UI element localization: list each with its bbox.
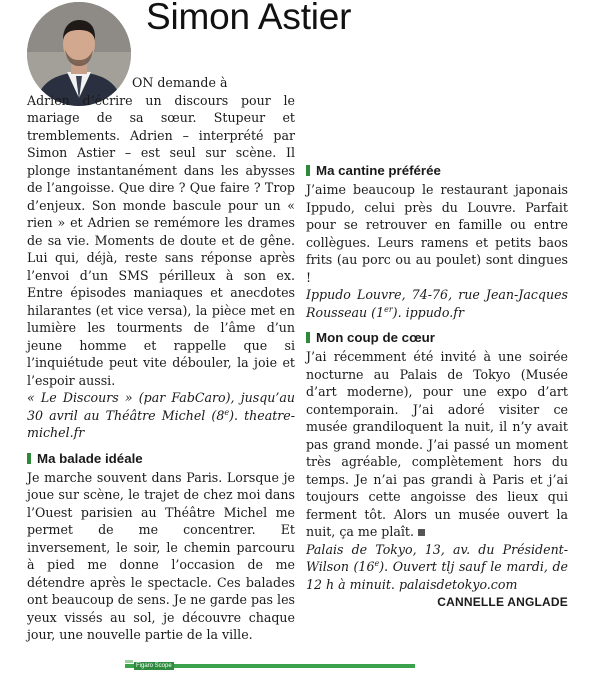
coup-de-coeur-info-sup: e [374, 558, 380, 568]
section-body-cantine: J’aime beaucoup le restaurant japonais Ippudo, celui près du Louvre. Parfait pour se retrouver en famille ou entre collègues. Leurs ramens et petits baos frits (au porc ou au poulet) sont dingues ! [306, 182, 568, 285]
cantine-info-link: ). ippudo.fr [392, 304, 464, 320]
cantine-info [306, 286, 568, 321]
coup-de-coeur-info-link: ). Ouvert tlj sauf le mardi, de 12 h à minuit. palaisdetokyo.com [306, 559, 568, 592]
cantine-info-sup: er [384, 304, 393, 314]
coup-de-coeur-info-text: Palais de Tokyo, 13, av. du Président-Wilson (16 [306, 541, 568, 574]
green-square-bullet-icon [306, 332, 310, 343]
section-heading-balade [27, 450, 295, 468]
author-signature: CANNELLE ANGLADE [437, 595, 568, 609]
section-heading-cantine [306, 162, 568, 180]
show-info-sup: e [224, 407, 230, 417]
footer-tag: Figaro Scope [136, 663, 172, 669]
column-left [27, 74, 295, 644]
green-square-bullet-icon [27, 453, 31, 464]
coup-de-coeur-text: J’ai récemment été invité à une soirée nocturne au Palais de Tokyo (Musée d’art moderne), pour une expo d’art contemporain. J’ai adoré visiter ce musée grandiloquent la nuit, il n’y avait pas grand monde. J’ai passé un moment très agréable, complètement hors du temps. Je n’ai pas grandi à Paris et j’ai toujours cette angoisse des lieux qui ferment tôt. Alors un musée ouvert la nuit, ça me plaît. [306, 349, 568, 539]
section-body-coup-de-coeur [306, 348, 568, 541]
section-heading-coup-de-coeur [306, 329, 568, 347]
green-square-bullet-icon [306, 165, 310, 176]
intro-paragraph: Adrien d’écrire un discours pour le mariage de sa sœur. Stupeur et tremblements. Adrien – interprété par Simon Astier – est seul sur scène. Il plonge instantanément dans les abysses de l’angoisse. Que dire ? Que faire ? Trop d’enjeux. Son monde bascule pour un « rien » et Adrien se remémore les drames de sa vie. Moments de doute et de gêne. Lui qui, déjà, reste sans réponse après l’envoi d’un SMS périlleux à son ex. Entre épisodes maniaques et anecdotes hilarantes (et vice versa), la pièce met en lumière les tourments de l’âme d’un jeune homme et rappelle que si l’inquiétude peut vite débouler, la joie et l’espoir aussi. [27, 92, 295, 388]
cantine-info-text: Ippudo Louvre, 74-76, rue Jean-Jacques Rousseau (1 [306, 287, 568, 320]
page-title: Simon Astier [146, 0, 352, 37]
section-body-balade: Je marche souvent dans Paris. Lorsque je joue sur scène, le trajet de chez moi dans l’Ouest parisien au Théâtre Michel me permet de me concentrer. Et inversement, le soir, le chemin parcouru à pied me donne l’occasion de me détendre après le spectacle. Ces balades ont beaucoup de sens. Je ne garde pas les yeux vissés au sol, je découvre chaque jour, une nouvelle partie de la ville. [27, 469, 295, 642]
section-heading-text: Mon coup de cœur [316, 330, 435, 345]
intro-first-line: ON demande à [132, 75, 228, 90]
coup-de-coeur-info [306, 541, 568, 594]
show-info-link: ). theatre-michel.fr [27, 407, 295, 440]
footer-mark [125, 660, 133, 663]
section-heading-text: Ma balade idéale [37, 450, 143, 466]
column-right [306, 74, 568, 612]
show-info [27, 389, 295, 442]
section-heading-text: Ma cantine préférée [316, 163, 441, 178]
end-square-icon [418, 529, 425, 536]
show-info-text: « Le Discours » (par FabCaro), jusqu’au 30 avril au Théâtre Michel (8 [27, 390, 295, 423]
